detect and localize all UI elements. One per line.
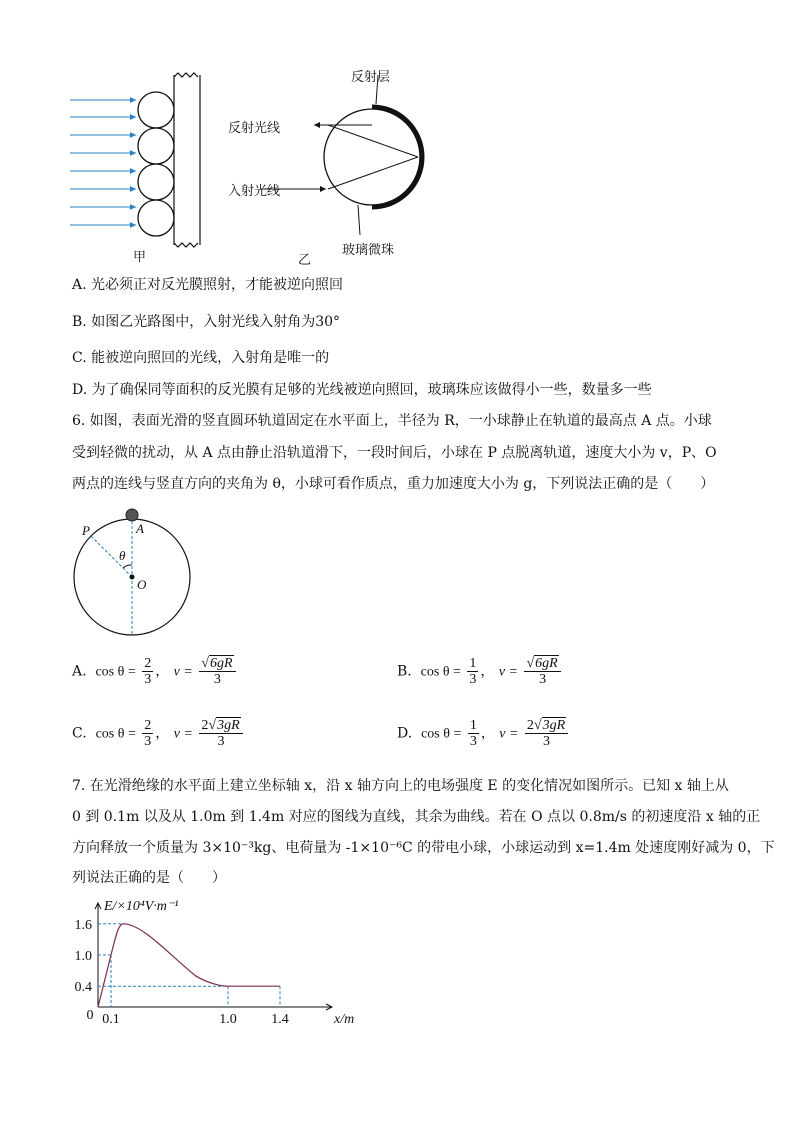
q6-label-theta: θ bbox=[119, 548, 126, 563]
q6-line-2: 受到轻微的扰动，从 A 点由静止沿轨道滑下，一段时间后，小球在 P 点脱离轨道，速度大小为 v，P、O bbox=[72, 445, 717, 461]
x-tick-0.1: 0.1 bbox=[102, 1012, 120, 1027]
theta-arc bbox=[123, 565, 132, 568]
origin-label: 0 bbox=[86, 1008, 94, 1023]
incident-rays bbox=[70, 100, 136, 225]
y-tick-1.6: 1.6 bbox=[74, 917, 92, 933]
radius-op-dashed bbox=[90, 535, 132, 577]
x-tick-1.4: 1.4 bbox=[271, 1012, 289, 1027]
q6-label-o: O bbox=[137, 577, 147, 592]
q7-line-3: 方向释放一个质量为 3×10⁻³kg、电荷量为 -1×10⁻⁶C 的带电小球，小球运动到 x=1.4m 处速度刚好减为 0，下 bbox=[72, 840, 775, 856]
glass-beads bbox=[138, 92, 174, 236]
y-tick-1.0: 1.0 bbox=[74, 949, 92, 964]
q7-e-field-chart bbox=[62, 895, 355, 1027]
q5-option-d: D. 为了确保同等面积的反光膜有足够的光线被逆向照回，玻璃珠应该做得小一些，数量多一些 bbox=[72, 382, 652, 398]
y-tick-0.4: 0.4 bbox=[74, 980, 92, 996]
e-curve bbox=[98, 924, 280, 1007]
q5-option-b: B. 如图乙光路图中，入射光线入射角为30° bbox=[72, 314, 341, 330]
ball bbox=[126, 509, 138, 521]
q6-option-c: C. cos θ = $\frac{2}{3}$ ， v = $\frac{2√3gR}{3}$ bbox=[72, 718, 245, 749]
fig-label-jia: 甲 bbox=[133, 250, 147, 265]
q6-line-3: 两点的连线与竖直方向的夹角为 θ，小球可看作质点，重力加速度大小为 g，下列说法正确的是（ ） bbox=[72, 476, 715, 492]
q6-option-a: A. cos θ = $\frac{2}{3}$ ， v = $\frac{√6gR}{3}$ bbox=[72, 656, 238, 687]
label-glass-bead: 玻璃微珠 bbox=[342, 243, 395, 258]
q6-label-a: A bbox=[136, 521, 144, 536]
y-axis-label: E/×10⁴V·m⁻¹ bbox=[104, 899, 179, 914]
q6-option-b: B. cos θ = $\frac{1}{3}$ ， v = $\frac{√6gR}{3}$ bbox=[397, 656, 563, 687]
fig-label-yi: 乙 bbox=[298, 253, 312, 268]
figure-jia-yi bbox=[60, 55, 480, 265]
q6-option-d: D. cos θ = $\frac{1}{3}$ ， v = $\frac{2√3gR}{3}$ bbox=[397, 718, 570, 749]
label-reflect-layer: 反射层 bbox=[351, 70, 391, 85]
q5-option-a: A. 光必须正对反光膜照射，才能被逆向照回 bbox=[72, 277, 344, 293]
reflective-film bbox=[174, 73, 200, 247]
q7-line-4: 列说法正确的是（ ） bbox=[72, 870, 226, 886]
q5-option-c: C. 能被逆向照回的光线，入射角是唯一的 bbox=[72, 350, 330, 366]
q6-label-p: P bbox=[82, 523, 90, 538]
q6-line-1: 6. 如图，表面光滑的竖直圆环轨道固定在水平面上，半径为 R，一小球静止在轨道的最高点 A 点。小球 bbox=[72, 413, 712, 429]
x-axis-label: x/m bbox=[334, 1012, 355, 1027]
q7-line-2: 0 到 0.1m 以及从 1.0m 到 1.4m 对应的图线为直线，其余为曲线。若在 O 点以 0.8m/s 的初速度沿 x 轴的正 bbox=[72, 809, 761, 825]
x-tick-1.0: 1.0 bbox=[219, 1012, 237, 1027]
label-incident-ray: 入射光线 bbox=[228, 184, 281, 199]
q7-line-1: 7. 在光滑绝缘的水平面上建立坐标轴 x，沿 x 轴方向上的电场强度 E 的变化情况如图所示。已知 x 轴上从 bbox=[72, 778, 729, 794]
label-reflected-ray: 反射光线 bbox=[228, 121, 281, 136]
center-dot bbox=[130, 575, 135, 580]
